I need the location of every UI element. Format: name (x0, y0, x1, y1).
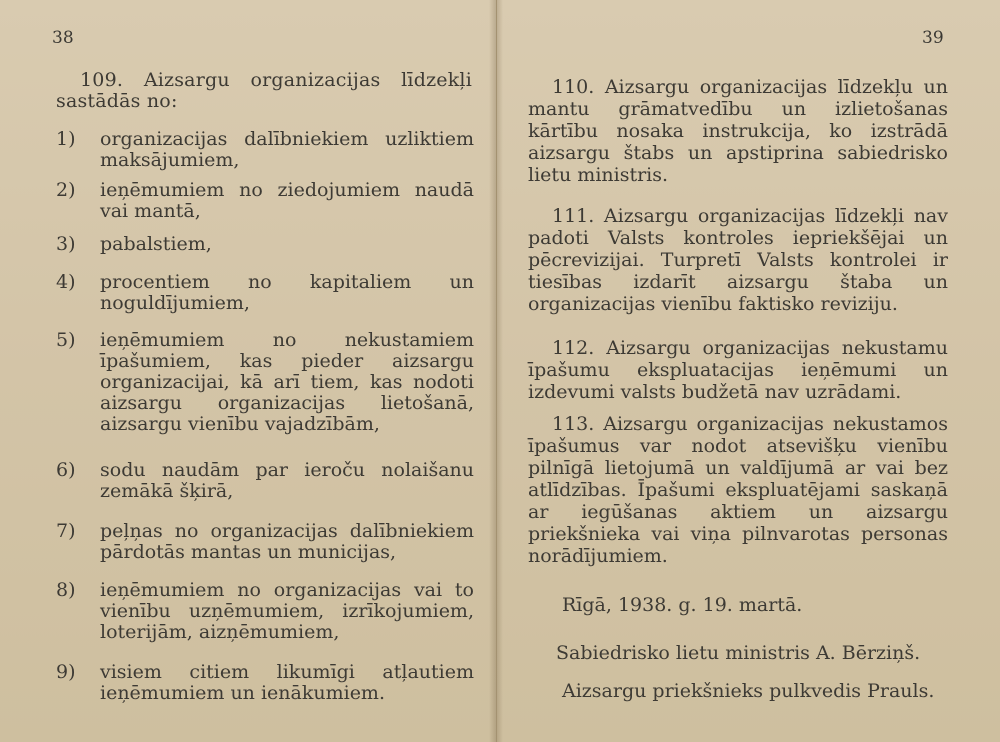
list-item-number: 4) (56, 271, 76, 293)
list-item-number: 9) (56, 661, 76, 683)
list-item-text: visiem citiem likumīgi atļautiem ieņēmumiem un ienākumiem. (100, 661, 474, 704)
list-item-text: ieņēmumiem no ziedojumiem naudā vai mantā, (100, 179, 474, 222)
section-113-text: 113. Aizsargu organizacijas nekustamos īpašumus var nodot atsevišķu vienību pilnīgā lietojumā un valdījumā ar vai bez atlīdzības. Īpašumi ekspluatējami saskaņā ar iegūšanas aktiem un aizsargu priekšnieka vai viņa pilnvarotas personas norādījumiem. (528, 413, 948, 567)
page-number-right: 39 (922, 28, 944, 48)
section-111 (528, 205, 948, 315)
list-item-text: ieņēmumiem no organizacijas vai to vienību uzņēmumiem, izrīkojumiem, loterijām, aizņēmumiem, (100, 579, 474, 643)
page-number-left: 38 (52, 28, 74, 48)
section-109-text: 109. Aizsargu organizacijas līdzekļi sastādās no: (56, 69, 472, 112)
list-item-number: 7) (56, 520, 76, 542)
section-113 (528, 413, 948, 567)
section-112 (528, 337, 948, 403)
date-line: Rīgā, 1938. g. 19. martā. (562, 594, 803, 616)
signature-minister: Sabiedrisko lietu ministris A. Bērziņš. (556, 642, 921, 664)
list-item-number: 3) (56, 233, 76, 255)
list-item-text: organizacijas dalībniekiem uzliktiem maksājumiem, (100, 128, 474, 171)
list-item-number: 2) (56, 179, 76, 201)
section-110-text: 110. Aizsargu organizacijas līdzekļu un mantu grāmatvedību un izlietošanas kārtību nosaka instrukcija, ko izstrādā aizsargu štabs un apstiprina sabiedrisko lietu ministris. (528, 76, 948, 186)
section-110 (528, 76, 948, 186)
book-gutter (489, 0, 503, 742)
list-item-text: ieņēmumiem no nekustamiem īpašumiem, kas pieder aizsargu organizacijai, kā arī tiem, kas nodoti aizsargu organizacijas lietošanā, aizsargu vienību vajadzībām, (100, 329, 474, 435)
list-item-number: 6) (56, 459, 76, 481)
section-112-text: 112. Aizsargu organizacijas nekustamu īpašumu ekspluatacijas ieņēmumi un izdevumi valsts budžetā nav uzrādami. (528, 337, 948, 403)
list-item-text: peļņas no organizacijas dalībniekiem pārdotās mantas un municijas, (100, 520, 474, 563)
signature-commander: Aizsargu priekšnieks pulkvedis Prauls. (562, 680, 935, 702)
list-item-number: 8) (56, 579, 76, 601)
section-109-intro (56, 70, 472, 112)
list-item-number: 1) (56, 128, 76, 150)
section-111-text: 111. Aizsargu organizacijas līdzekļi nav padoti Valsts kontroles iepriekšējai un pēcrevizijai. Turpretī Valsts kontrolei ir tiesības izdarīt aizsargu štaba un organizacijas vienību faktisko reviziju. (528, 205, 948, 315)
list-item-text: procentiem no kapitaliem un noguldījumiem, (100, 271, 474, 314)
list-item-text: pabalstiem, (100, 233, 212, 255)
list-item-text: sodu naudām par ieroču nolaišanu zemākā šķirā, (100, 459, 474, 502)
list-item-number: 5) (56, 329, 76, 351)
